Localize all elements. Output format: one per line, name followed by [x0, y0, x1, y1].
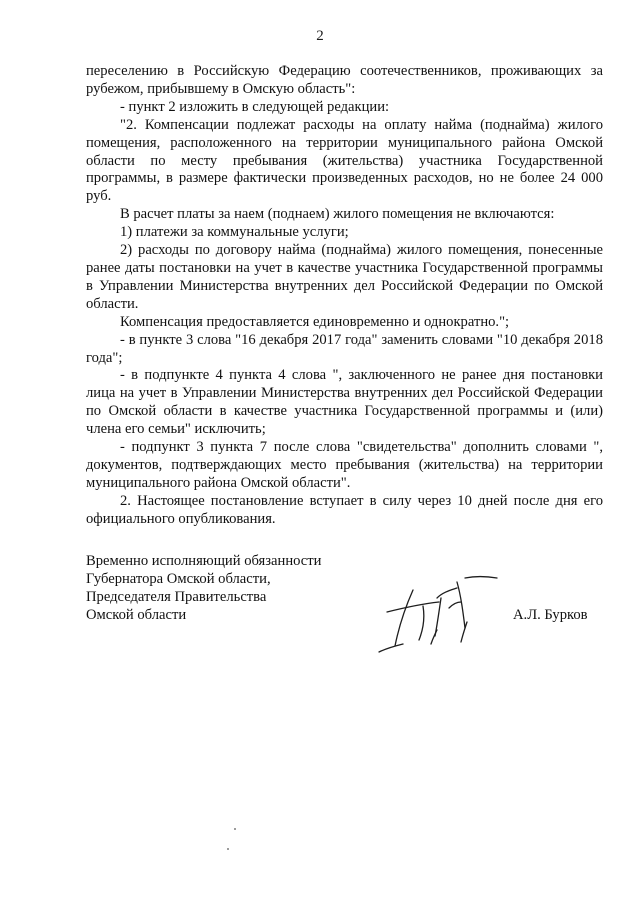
- paragraph: В расчет платы за наем (поднаем) жилого помещения не включаются:: [120, 206, 555, 223]
- paragraph: 2) расходы по договору найма (поднайма) жилого помещения, понесенные ранее даты постановки на учет в качестве участника Государственной программы в Управлении Министерства внутренних дел Российской Федерации по Омской области.: [86, 242, 603, 312]
- page-number: 2: [316, 28, 324, 44]
- paragraph: 1) платежи за коммунальные услуги;: [120, 224, 349, 241]
- signer-title-line: Председателя Правительства: [86, 588, 267, 605]
- signer-title-line: Временно исполняющий обязанности: [86, 553, 322, 569]
- signer-title-line: Губернатора Омской области,: [86, 570, 271, 587]
- document-body: [86, 63, 603, 529]
- paragraph: Компенсация предоставляется единовременно и однократно.";: [120, 313, 510, 330]
- signer-name: А.Л. Бурков: [513, 607, 588, 623]
- signature-title-block: [86, 553, 386, 625]
- paragraph: - в подпункте 4 пункта 4 слова ", заключенного не ранее дня постановки лица на учет в Управлении Министерства внутренних дел Российской Федерации по Омской области в качестве участника Государственной программы и (или) члена его семьи" исключить;: [86, 367, 603, 438]
- paragraph: - подпункт 3 пункта 7 после слова "свидетельства" дополнить словами ", документов, подтверждающих место пребывания (жительства) на территории муниципального района Омской области".: [86, 439, 603, 491]
- paragraph: - в пункте 3 слова "16 декабря 2017 года" заменить словами "10 декабря 2018 года";: [86, 331, 603, 366]
- paragraph: 2. Настоящее постановление вступает в силу через 10 дней после дня его официального опубликования.: [86, 492, 603, 527]
- handwritten-signature: [365, 568, 505, 663]
- paragraph: "2. Компенсации подлежат расходы на оплату найма (поднайма) жилого помещения, расположенного на территории муниципального района Омской области по месту пребывания (жительства) участника Государственной программы, в размере фактически произведенных расходов, но не более 24 000 руб.: [86, 116, 603, 205]
- paragraph: переселению в Российскую Федерацию соотечественников, проживающих за рубежом, прибывшему в Омскую область":: [86, 63, 603, 97]
- scan-artifact: [225, 825, 239, 855]
- signer-title-line: Омской области: [86, 606, 187, 623]
- paragraph: - пункт 2 изложить в следующей редакции:: [120, 98, 390, 115]
